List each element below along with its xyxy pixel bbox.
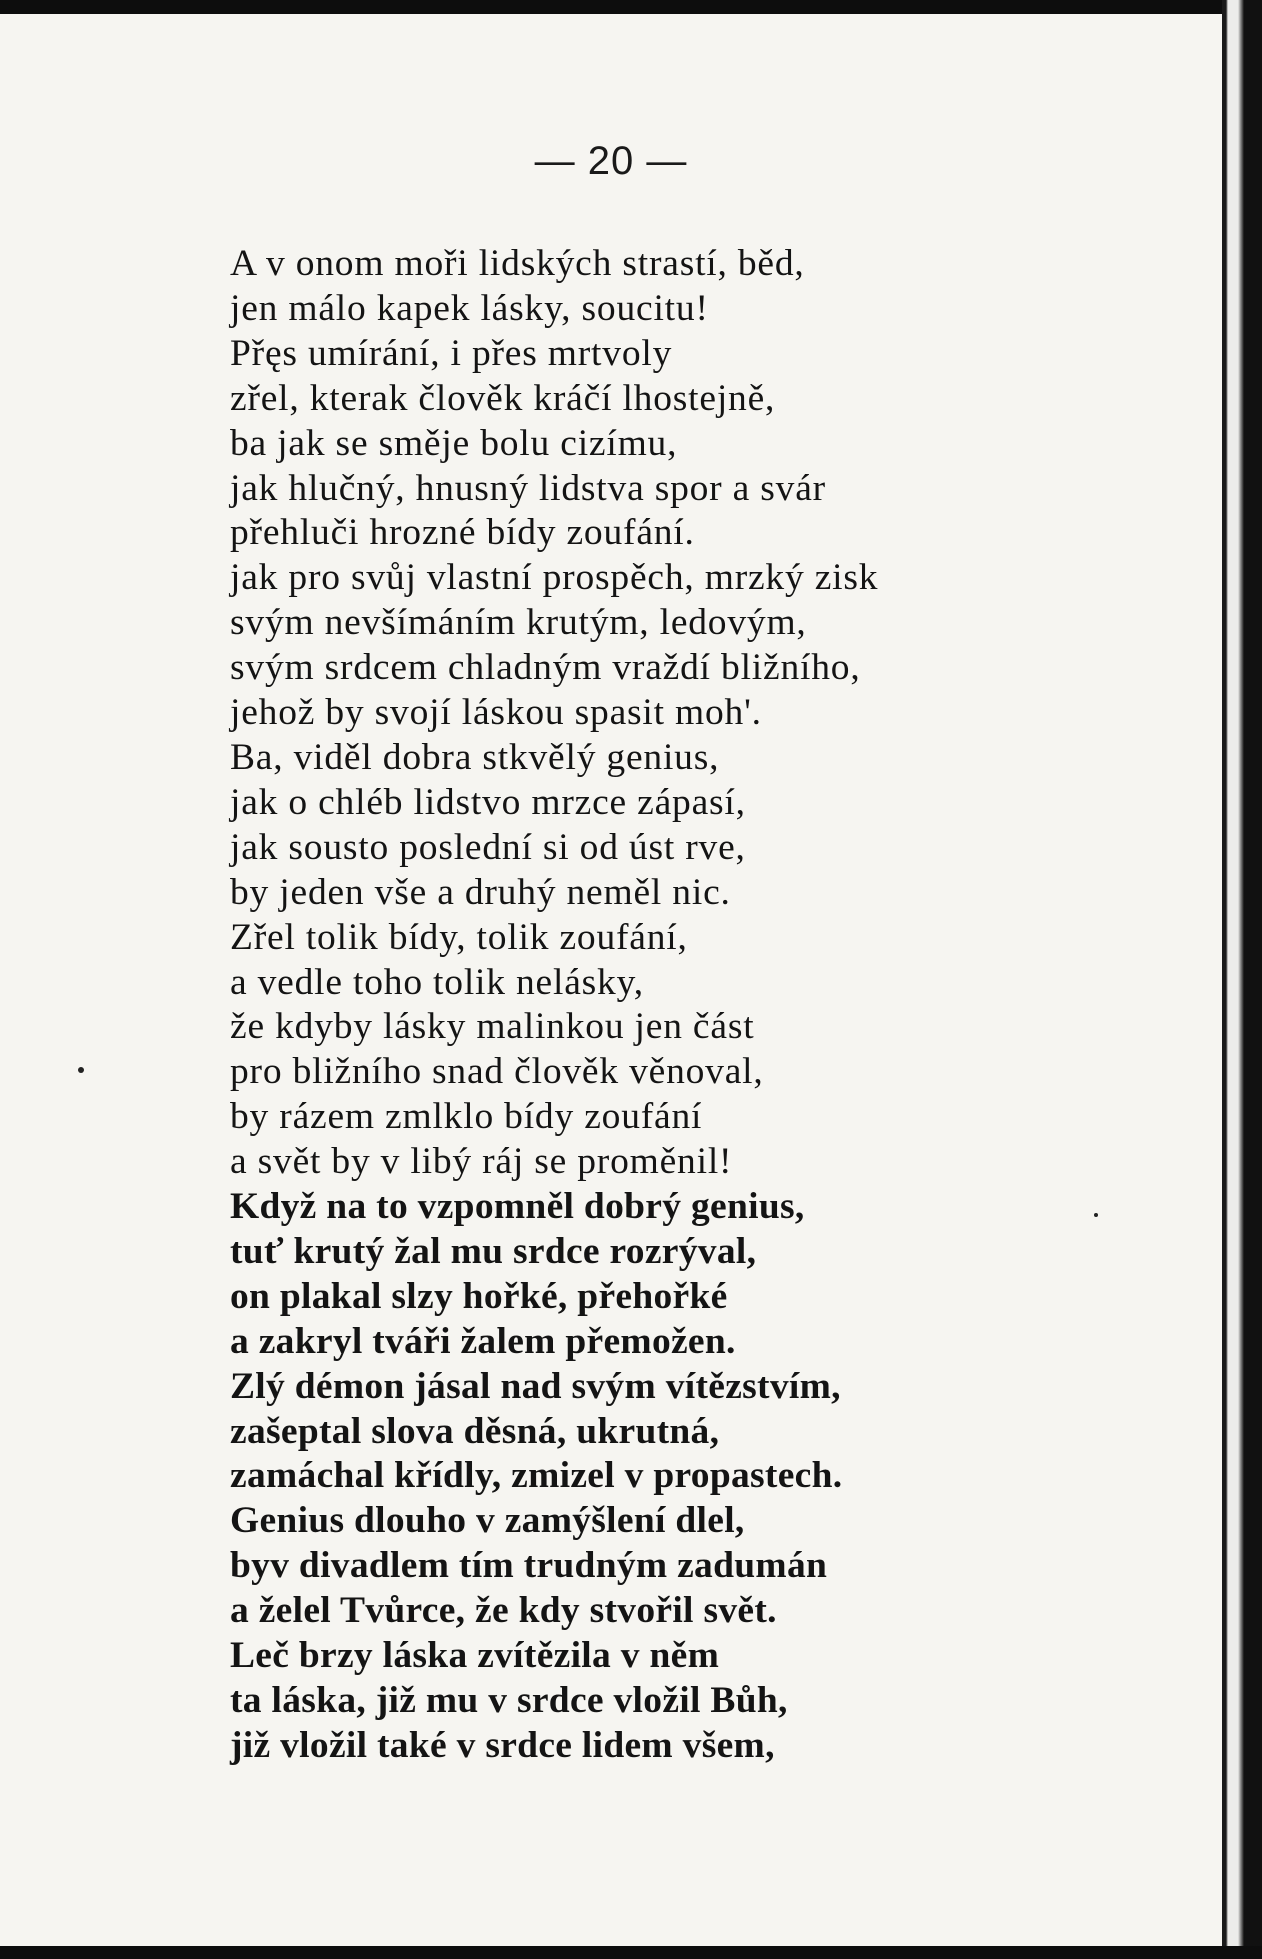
poem-line: jak hlučný, hnusný lidstva spor a svár <box>230 467 826 509</box>
poem-line: jehož by svojí láskou spasit moh'. <box>230 692 762 734</box>
poem-line: přehluči hrozné bídy zoufání. <box>230 512 695 554</box>
poem-line: zamáchal křídly, zmizel v propastech. <box>230 1455 843 1497</box>
poem-line: a želel Tvůrce, že kdy stvořil svět. <box>230 1590 777 1632</box>
poem-line: svým nevšímáním krutým, ledovým, <box>230 602 807 644</box>
scan-bottom-edge <box>0 1946 1262 1959</box>
poem-line: Když na to vzpomněl dobrý genius, <box>230 1186 805 1228</box>
poem-line: A v onom moři lidských strastí, běd, <box>230 243 805 284</box>
ink-speck <box>1094 1213 1098 1217</box>
poem-line: by jeden vše a druhý neměl nic. <box>230 871 731 913</box>
poem-line: Zřel tolik bídy, tolik zoufání, <box>230 916 688 958</box>
poem-line: zašeptal slova děsná, ukrutná, <box>230 1410 720 1452</box>
poem-line: že kdyby lásky malinkou jen část <box>230 1006 755 1048</box>
poem-line: Leč brzy láska zvítězila v něm <box>230 1635 720 1677</box>
poem-line: by rázem zmlklo bídy zoufání <box>230 1096 703 1138</box>
poem-text <box>230 242 1130 1769</box>
poem-line: Ba, viděl dobra stkvělý genius, <box>230 736 720 778</box>
poem-line: ba jak se směje bolu cizímu, <box>230 422 678 464</box>
poem-line: jen málo kapek lásky, soucitu! <box>230 287 709 329</box>
poem-line: zřel, kterak člověk kráčí lhostejně, <box>230 377 776 419</box>
poem-line: již vložil také v srdce lidem všem, <box>230 1724 775 1766</box>
poem-line: tuť krutý žal mu srdce rozrýval, <box>230 1230 757 1272</box>
poem-line: jak pro svůj vlastní prospěch, mrzký zisk <box>230 557 879 599</box>
poem-line: byv divadlem tím trudným zadumán <box>230 1545 828 1587</box>
poem-line: a svět by v libý ráj se proměnil! <box>230 1141 733 1183</box>
poem-line: ta láska, již mu v srdce vložil Bůh, <box>230 1680 788 1721</box>
poem-line: pro bližního snad člověk věnoval, <box>230 1051 764 1093</box>
book-page <box>0 14 1222 1946</box>
poem-line: jak sousto poslední si od úst rve, <box>230 826 746 868</box>
poem-line: on plakal slzy hořké, přehořké <box>230 1275 728 1317</box>
poem-line: a vedle toho tolik nelásky, <box>230 961 644 1003</box>
scan-top-edge <box>0 0 1262 14</box>
poem-line: Genius dlouho v zamýšlení dlel, <box>230 1500 745 1542</box>
ink-speck <box>78 1067 84 1073</box>
page-number: — 20 — <box>534 139 688 183</box>
poem-line: Přęs umírání, i přes mrtvoly <box>230 332 673 374</box>
poem-line: Zlý démon jásal nad svým vítězstvím, <box>230 1365 841 1407</box>
poem-line: svým srdcem chladným vraždí bližního, <box>230 647 861 689</box>
poem-line: a zakryl tváři žalem přemožen. <box>230 1320 736 1362</box>
book-spine-edge <box>1222 0 1262 1959</box>
poem-line: jak o chléb lidstvo mrzce zápasí, <box>230 781 746 823</box>
